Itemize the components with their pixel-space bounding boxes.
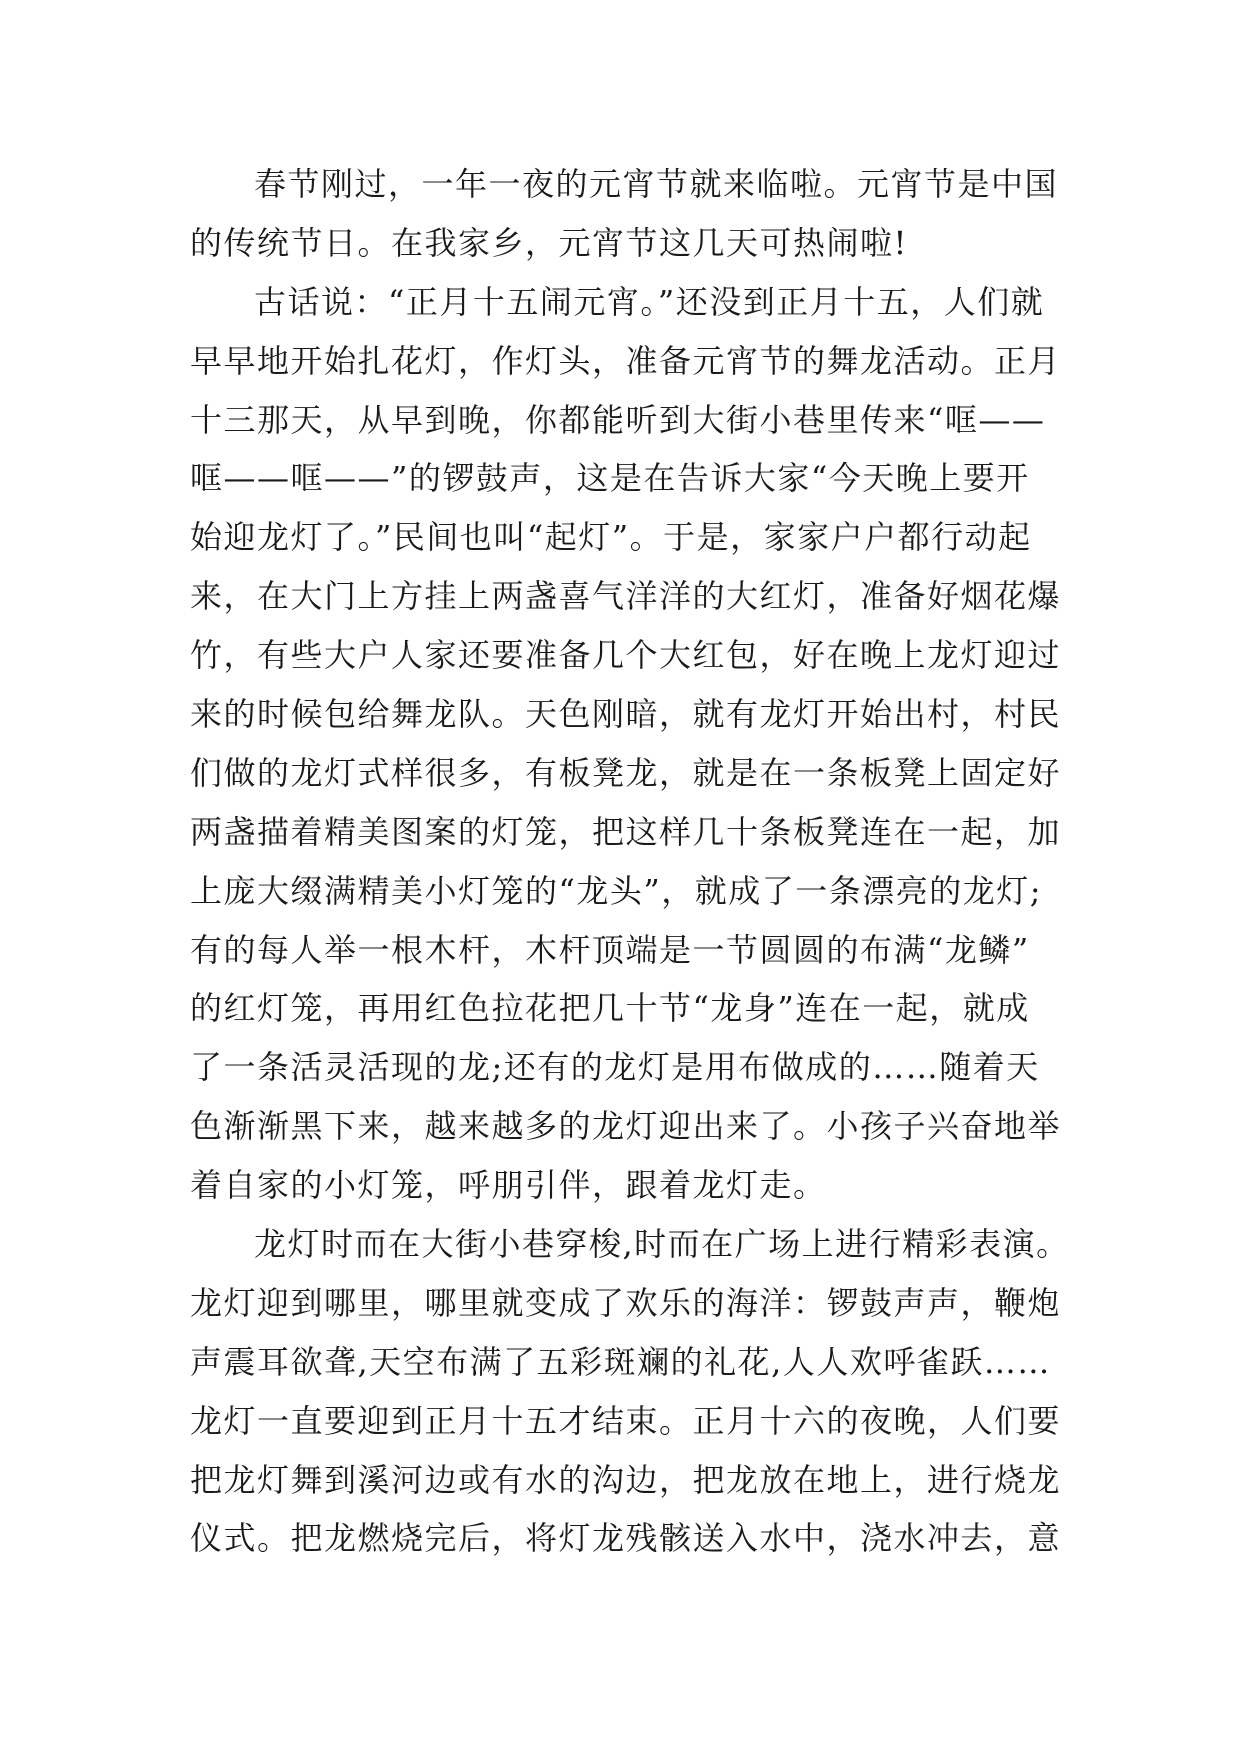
- text-line: 哐——哐——”的锣鼓声，这是在告诉大家“今天晚上要开: [190, 459, 1030, 498]
- text-line: 的传统节日。在我家乡，元宵节这几天可热闹啦!: [190, 223, 908, 262]
- document-body: [190, 155, 1070, 1568]
- text-line: 始迎龙灯了。”民间也叫“起灯”。于是，家家户户都行动起: [190, 518, 1032, 557]
- text-line: 们做的龙灯式样很多，有板凳龙，就是在一条板凳上固定好: [190, 753, 1062, 792]
- paragraph: [190, 1215, 1070, 1568]
- text-line: 龙灯迎到哪里，哪里就变成了欢乐的海洋：锣鼓声声，鞭炮: [190, 1283, 1062, 1322]
- text-line: 了一条活灵活现的龙;还有的龙灯是用布做成的……随着天: [190, 1048, 1040, 1087]
- text-line: 色渐渐黑下来，越来越多的龙灯迎出来了。小孩子兴奋地举: [190, 1107, 1062, 1146]
- text-line: 上庞大缀满精美小灯笼的“龙头”，就成了一条漂亮的龙灯;: [190, 871, 1043, 910]
- text-line: 十三那天，从早到晚，你都能听到大街小巷里传来“哐——: [190, 400, 1046, 439]
- text-line: 两盏描着精美图案的灯笼，把这样几十条板凳连在一起，加: [190, 812, 1062, 851]
- text-line: 仪式。把龙燃烧完后，将灯龙残骸送入水中，浇水冲去，意: [190, 1519, 1062, 1558]
- text-line: 来，在大门上方挂上两盏喜气洋洋的大红灯，准备好烟花爆: [190, 577, 1062, 616]
- text-line: 的红灯笼，再用红色拉花把几十节“龙身”连在一起，就成: [190, 989, 1030, 1028]
- paragraph: [190, 273, 1060, 1215]
- text-line: 来的时候包给舞龙队。天色刚暗，就有龙灯开始出村，村民: [190, 695, 1062, 734]
- text-line: 龙灯时而在大街小巷穿梭,时而在广场上进行精彩表演。: [254, 1225, 1070, 1264]
- text-line: 早早地开始扎花灯，作灯头，准备元宵节的舞龙活动。正月: [190, 341, 1062, 380]
- text-line: 古话说：“正月十五闹元宵。”还没到正月十五，人们就: [254, 282, 1045, 321]
- text-line: 有的每人举一根木杆，木杆顶端是一节圆圆的布满“龙鳞”: [190, 930, 1030, 969]
- text-line: 春节刚过，一年一夜的元宵节就来临啦。元宵节是中国: [254, 165, 1059, 203]
- paragraph: [190, 155, 1060, 273]
- text-line: 着自家的小灯笼，呼朋引伴，跟着龙灯走。: [190, 1166, 827, 1205]
- text-line: 龙灯一直要迎到正月十五才结束。正月十六的夜晚，人们要: [190, 1401, 1062, 1440]
- text-line: 把龙灯舞到溪河边或有水的沟边，把龙放在地上，进行烧龙: [190, 1460, 1062, 1499]
- text-line: 声震耳欲聋,天空布满了五彩斑斓的礼花,人人欢呼雀跃……: [190, 1342, 1051, 1381]
- text-line: 竹，有些大户人家还要准备几个大红包，好在晚上龙灯迎过: [190, 636, 1062, 675]
